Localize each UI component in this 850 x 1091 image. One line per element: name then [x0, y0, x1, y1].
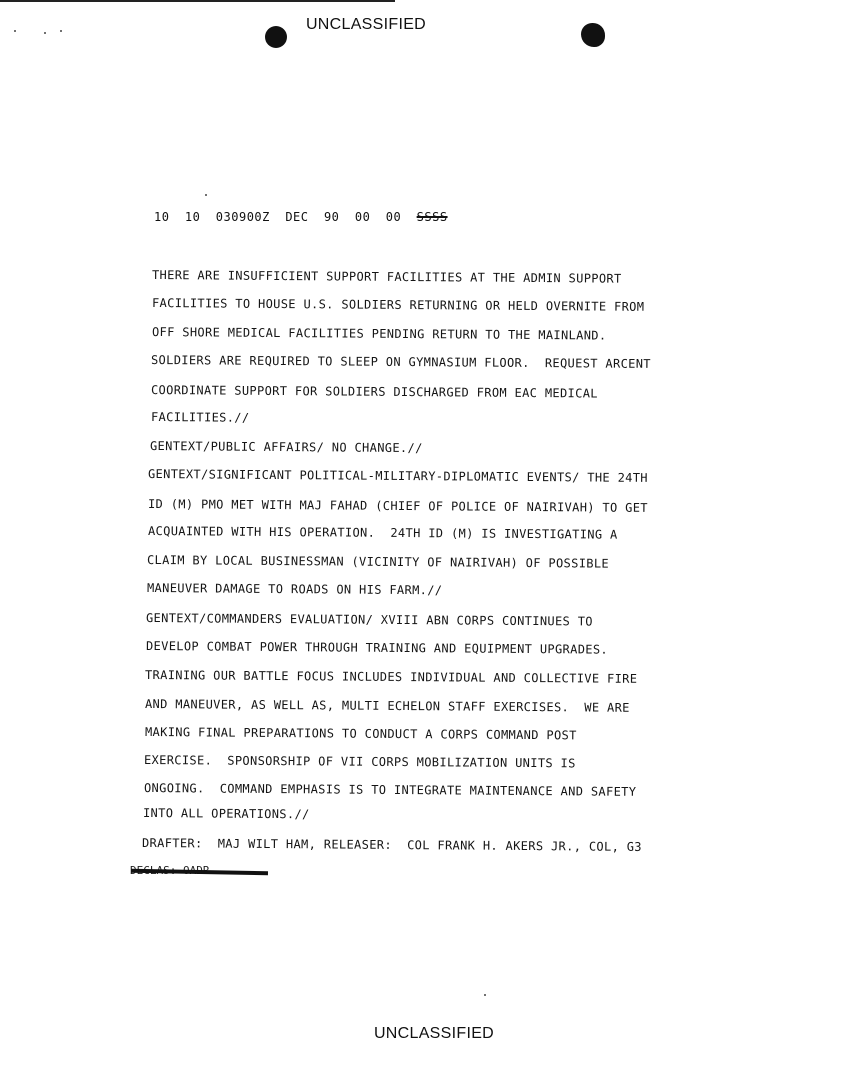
body-line: ONGOING. COMMAND EMPHASIS IS TO INTEGRATE MAINTENANCE AND SAFETY [143, 781, 637, 799]
body-line: THERE ARE INSUFFICIENT SUPPORT FACILITIES AT THE ADMIN SUPPORT [151, 268, 622, 286]
body-line: COORDINATE SUPPORT FOR SOLDIERS DISCHARGED FROM EAC MEDICAL [150, 383, 598, 401]
message-dtg-line [154, 210, 448, 224]
body-line: GENTEXT/COMMANDERS EVALUATION/ XVIII ABN CORPS CONTINUES TO [145, 611, 593, 629]
body-line: FACILITIES TO HOUSE U.S. SOLDIERS RETURNING OR HELD OVERNITE FROM [151, 296, 645, 314]
body-line: FACILITIES.// [150, 410, 250, 425]
body-line: ID (M) PMO MET WITH MAJ FAHAD (CHIEF OF POLICE OF NAIRIVAH) TO GET [147, 497, 648, 515]
body-line: CLAIM BY LOCAL BUSINESSMAN (VICINITY OF NAIRIVAH) OF POSSIBLE [146, 553, 610, 571]
body-line: AND MANEUVER, AS WELL AS, MULTI ECHELON STAFF EXERCISES. WE ARE [144, 697, 630, 715]
hole-punch-mark-right [581, 23, 605, 47]
scan-speck [14, 30, 16, 32]
scan-speck [60, 30, 62, 32]
body-line: SOLDIERS ARE REQUIRED TO SLEEP ON GYMNASIUM FLOOR. REQUEST ARCENT [150, 353, 651, 371]
body-line: GENTEXT/SIGNIFICANT POLITICAL-MILITARY-DIPLOMATIC EVENTS/ THE 24TH [147, 467, 648, 485]
dtg-struck-classification: SSSS [416, 210, 448, 224]
top-scan-edge [0, 0, 395, 2]
drafter-releaser-line: DRAFTER: MAJ WILT HAM, RELEASER: COL FRANK H. AKERS JR., COL, G3 [141, 836, 642, 854]
body-line: TRAINING OUR BATTLE FOCUS INCLUDES INDIVIDUAL AND COLLECTIVE FIRE [144, 668, 638, 686]
body-line: INTO ALL OPERATIONS.// [142, 806, 310, 822]
body-line: GENTEXT/PUBLIC AFFAIRS/ NO CHANGE.// [149, 439, 423, 456]
scan-speck [44, 32, 46, 34]
classification-footer: UNCLASSIFIED [373, 1025, 495, 1042]
body-line: EXERCISE. SPONSORSHIP OF VII CORPS MOBILIZATION UNITS IS [143, 753, 576, 771]
dtg-text: 10 10 030900Z DEC 90 00 00 [154, 210, 417, 224]
scan-speck [205, 194, 207, 196]
scan-speck [484, 994, 486, 996]
hole-punch-mark-left [265, 26, 287, 48]
body-line: ACQUAINTED WITH HIS OPERATION. 24TH ID (M) IS INVESTIGATING A [147, 524, 618, 542]
body-line: MAKING FINAL PREPARATIONS TO CONDUCT A CORPS COMMAND POST [144, 725, 577, 743]
body-line: DEVELOP COMBAT POWER THROUGH TRAINING AND EQUIPMENT UPGRADES. [145, 639, 609, 657]
classification-header: UNCLASSIFIED [305, 16, 427, 33]
body-line: MANEUVER DAMAGE TO ROADS ON HIS FARM.// [146, 581, 443, 598]
body-line: OFF SHORE MEDICAL FACILITIES PENDING RETURN TO THE MAINLAND. [151, 325, 607, 343]
